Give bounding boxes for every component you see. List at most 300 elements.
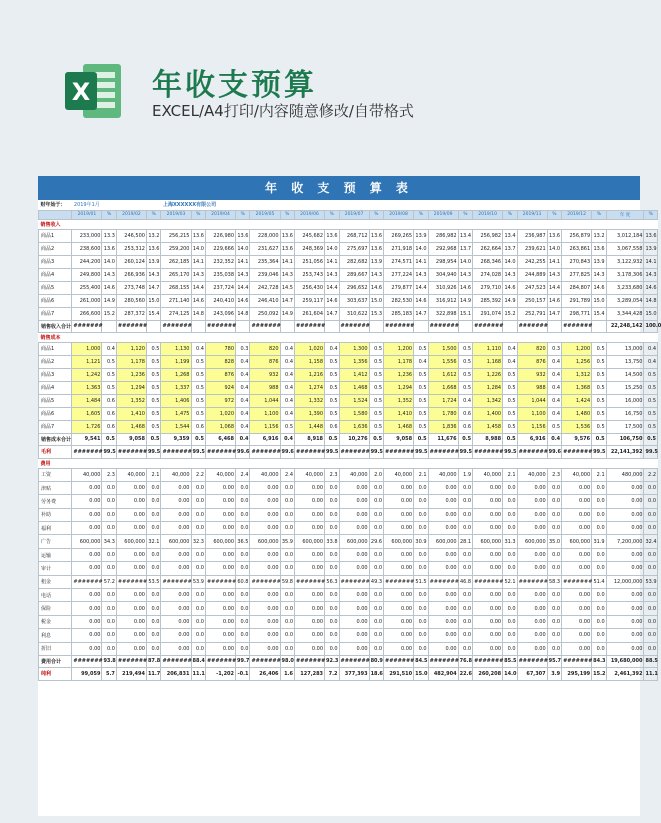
- data-cell[interactable]: 266,936: [116, 268, 146, 281]
- data-cell[interactable]: 0.0: [146, 615, 161, 628]
- data-cell[interactable]: 236,987: [517, 229, 547, 242]
- data-cell[interactable]: 0.0: [547, 629, 561, 642]
- data-cell[interactable]: 0.0: [280, 562, 294, 575]
- data-cell[interactable]: 2,461,392: [606, 667, 644, 680]
- data-cell[interactable]: 0.5: [414, 394, 428, 407]
- data-cell[interactable]: 0.0: [414, 508, 428, 521]
- data-cell[interactable]: 0.0: [644, 602, 658, 615]
- data-cell[interactable]: 13.6: [592, 242, 606, 255]
- data-cell[interactable]: 1,544: [161, 420, 191, 433]
- data-cell[interactable]: 0.0: [503, 481, 517, 494]
- data-cell[interactable]: 22.6: [458, 667, 472, 680]
- data-cell[interactable]: 14.3: [414, 268, 428, 281]
- data-cell[interactable]: 0.0: [644, 589, 658, 602]
- data-cell[interactable]: 0.0: [369, 602, 383, 615]
- data-cell[interactable]: 0.00: [250, 522, 280, 535]
- data-cell[interactable]: 8,988: [473, 433, 503, 445]
- data-cell[interactable]: 34.3: [102, 535, 116, 548]
- data-cell[interactable]: 1,412: [339, 368, 369, 381]
- data-cell[interactable]: 0.00: [428, 522, 458, 535]
- data-cell[interactable]: 0.0: [414, 629, 428, 642]
- data-cell[interactable]: 31.9: [592, 535, 606, 548]
- data-cell[interactable]: 0.0: [325, 495, 339, 508]
- data-cell[interactable]: 0.00: [205, 615, 235, 628]
- data-cell[interactable]: 0.00: [384, 629, 414, 642]
- data-cell[interactable]: 291,074: [473, 307, 503, 320]
- data-cell[interactable]: 36.5: [236, 535, 250, 548]
- data-cell[interactable]: 0.00: [517, 508, 547, 521]
- data-cell[interactable]: 238,600: [72, 242, 102, 255]
- column-header[interactable]: 年 度: [606, 210, 644, 219]
- data-cell[interactable]: 99.6: [280, 445, 294, 458]
- data-cell[interactable]: 0.00: [205, 629, 235, 642]
- data-cell[interactable]: 0.00: [205, 642, 235, 655]
- data-cell[interactable]: 600,000: [473, 535, 503, 548]
- data-cell[interactable]: 15.2: [102, 307, 116, 320]
- column-header[interactable]: %: [592, 210, 606, 219]
- data-cell[interactable]: 15.4: [592, 307, 606, 320]
- data-cell[interactable]: 0.00: [72, 548, 102, 561]
- data-cell[interactable]: 988: [250, 381, 280, 394]
- data-cell[interactable]: 0.0: [644, 481, 658, 494]
- data-cell[interactable]: 0.0: [503, 562, 517, 575]
- data-cell[interactable]: 0.00: [339, 522, 369, 535]
- data-cell[interactable]: 1,294: [116, 381, 146, 394]
- data-cell[interactable]: 13.6: [547, 229, 561, 242]
- data-cell[interactable]: 0.5: [369, 355, 383, 368]
- data-cell[interactable]: 1,468: [384, 420, 414, 433]
- data-cell[interactable]: 256,430: [295, 281, 325, 294]
- data-cell[interactable]: 0.6: [458, 407, 472, 420]
- data-cell[interactable]: 0.00: [428, 629, 458, 642]
- data-cell[interactable]: 0.00: [72, 508, 102, 521]
- data-cell[interactable]: 242,728: [250, 281, 280, 294]
- data-cell[interactable]: 0.5: [325, 394, 339, 407]
- data-cell[interactable]: 18.6: [369, 667, 383, 680]
- data-cell[interactable]: 0.00: [428, 508, 458, 521]
- data-cell[interactable]: 88.4: [191, 655, 205, 667]
- row-label[interactable]: 审计: [39, 562, 72, 575]
- data-cell[interactable]: 0.00: [116, 602, 146, 615]
- data-cell[interactable]: 1,284: [473, 381, 503, 394]
- data-cell[interactable]: 0.0: [191, 629, 205, 642]
- data-cell[interactable]: 282,682: [339, 255, 369, 268]
- section-title[interactable]: 销售收入: [39, 219, 658, 229]
- section-title[interactable]: 费用: [39, 458, 658, 468]
- data-cell[interactable]: 49.3: [369, 575, 383, 588]
- data-cell[interactable]: 0.0: [280, 522, 294, 535]
- data-cell[interactable]: #######: [72, 320, 102, 332]
- data-cell[interactable]: 57.2: [102, 575, 116, 588]
- data-cell[interactable]: 2.2: [644, 468, 658, 481]
- data-cell[interactable]: 0.00: [295, 589, 325, 602]
- data-cell[interactable]: 0.5: [146, 381, 161, 394]
- data-cell[interactable]: 99.6: [236, 445, 250, 458]
- data-cell[interactable]: 0.00: [339, 548, 369, 561]
- data-cell[interactable]: 14.7: [280, 294, 294, 307]
- data-cell[interactable]: 0.00: [295, 629, 325, 642]
- data-cell[interactable]: 14.8: [644, 294, 658, 307]
- data-cell[interactable]: 0.5: [191, 381, 205, 394]
- data-cell[interactable]: 1,726: [72, 420, 102, 433]
- data-cell[interactable]: 3,122,932: [606, 255, 644, 268]
- data-cell[interactable]: 0.4: [236, 355, 250, 368]
- data-cell[interactable]: 0.00: [116, 562, 146, 575]
- data-cell[interactable]: 0.00: [205, 495, 235, 508]
- data-cell[interactable]: 53.9: [191, 575, 205, 588]
- data-cell[interactable]: 0.0: [102, 642, 116, 655]
- data-cell[interactable]: 14.6: [191, 294, 205, 307]
- data-cell[interactable]: 0.5: [369, 394, 383, 407]
- data-cell[interactable]: 0.5: [503, 394, 517, 407]
- data-cell[interactable]: 242,255: [517, 255, 547, 268]
- data-cell[interactable]: 0.0: [503, 508, 517, 521]
- data-cell[interactable]: 260,124: [116, 255, 146, 268]
- data-cell[interactable]: 0.4: [547, 407, 561, 420]
- data-cell[interactable]: 88.5: [644, 655, 658, 667]
- data-cell[interactable]: 0.5: [503, 368, 517, 381]
- data-cell[interactable]: 0.0: [102, 548, 116, 561]
- data-cell[interactable]: 0.0: [503, 642, 517, 655]
- data-cell[interactable]: 0.00: [384, 602, 414, 615]
- data-cell[interactable]: 3,233,680: [606, 281, 644, 294]
- data-cell[interactable]: 14.8: [236, 307, 250, 320]
- data-cell[interactable]: 14.3: [146, 268, 161, 281]
- data-cell[interactable]: 284,807: [562, 281, 592, 294]
- column-header[interactable]: 2019/10: [473, 210, 503, 219]
- data-cell[interactable]: 0.00: [384, 548, 414, 561]
- column-header[interactable]: %: [503, 210, 517, 219]
- data-cell[interactable]: 99.6: [547, 445, 561, 458]
- data-cell[interactable]: 260,208: [473, 667, 503, 680]
- data-cell[interactable]: 0.0: [146, 589, 161, 602]
- data-cell[interactable]: 600,000: [250, 535, 280, 548]
- data-cell[interactable]: 16,000: [606, 394, 644, 407]
- column-header[interactable]: 2019/11: [517, 210, 547, 219]
- data-cell[interactable]: 14.0: [503, 667, 517, 680]
- data-cell[interactable]: 14.1: [191, 255, 205, 268]
- row-label[interactable]: 商品1: [39, 342, 72, 355]
- data-cell[interactable]: 0.00: [428, 495, 458, 508]
- data-cell[interactable]: 6,916: [250, 433, 280, 445]
- data-cell[interactable]: 232,352: [205, 255, 235, 268]
- data-cell[interactable]: 14.9: [503, 294, 517, 307]
- data-cell[interactable]: 0.0: [503, 589, 517, 602]
- data-cell[interactable]: 0.0: [592, 508, 606, 521]
- column-header[interactable]: %: [280, 210, 294, 219]
- data-cell[interactable]: 235,038: [205, 268, 235, 281]
- data-cell[interactable]: 31.3: [503, 535, 517, 548]
- data-cell[interactable]: 7.2: [325, 667, 339, 680]
- row-label[interactable]: 税金: [39, 615, 72, 628]
- data-cell[interactable]: 1,836: [428, 420, 458, 433]
- data-cell[interactable]: 876: [250, 355, 280, 368]
- data-cell[interactable]: 0.00: [562, 629, 592, 642]
- data-cell[interactable]: 0.00: [116, 548, 146, 561]
- data-cell[interactable]: 0.5: [102, 381, 116, 394]
- data-cell[interactable]: 1,605: [72, 407, 102, 420]
- data-cell[interactable]: 259,117: [295, 294, 325, 307]
- data-cell[interactable]: 60.8: [236, 575, 250, 588]
- data-cell[interactable]: 0.6: [102, 394, 116, 407]
- data-cell[interactable]: 0.00: [116, 508, 146, 521]
- data-cell[interactable]: 0.00: [250, 629, 280, 642]
- data-cell[interactable]: 0.00: [339, 562, 369, 575]
- data-cell[interactable]: 310,926: [428, 281, 458, 294]
- data-cell[interactable]: 0.00: [250, 562, 280, 575]
- data-cell[interactable]: 0.5: [592, 420, 606, 433]
- data-cell[interactable]: 972: [205, 394, 235, 407]
- data-cell[interactable]: 14.0: [102, 255, 116, 268]
- data-cell[interactable]: 15.0: [414, 667, 428, 680]
- data-cell[interactable]: 3,012,184: [606, 229, 644, 242]
- data-cell[interactable]: 0.0: [280, 508, 294, 521]
- data-cell[interactable]: 0.0: [280, 629, 294, 642]
- data-cell[interactable]: 0.00: [562, 508, 592, 521]
- data-cell[interactable]: 9,541: [72, 433, 102, 445]
- data-cell[interactable]: 0.4: [644, 342, 658, 355]
- data-cell[interactable]: 0.0: [369, 615, 383, 628]
- data-cell[interactable]: 2.4: [280, 468, 294, 481]
- data-cell[interactable]: 0.00: [339, 495, 369, 508]
- column-header[interactable]: 2019/01: [72, 210, 102, 219]
- data-cell[interactable]: 0.4: [280, 355, 294, 368]
- column-header[interactable]: %: [146, 210, 161, 219]
- data-cell[interactable]: 0.3: [547, 342, 561, 355]
- data-cell[interactable]: 274,125: [161, 307, 191, 320]
- data-cell[interactable]: 40,000: [517, 468, 547, 481]
- data-cell[interactable]: 1,100: [250, 407, 280, 420]
- data-cell[interactable]: 127,283: [295, 667, 325, 680]
- data-cell[interactable]: 1,468: [116, 420, 146, 433]
- data-cell[interactable]: 268,712: [339, 229, 369, 242]
- data-cell[interactable]: 29.6: [369, 535, 383, 548]
- row-label[interactable]: 利息: [39, 629, 72, 642]
- data-cell[interactable]: 14.3: [369, 268, 383, 281]
- data-cell[interactable]: 0.00: [562, 562, 592, 575]
- data-cell[interactable]: 53.9: [644, 575, 658, 588]
- data-cell[interactable]: 0.0: [236, 642, 250, 655]
- data-cell[interactable]: 0.0: [280, 481, 294, 494]
- data-cell[interactable]: 0.4: [503, 355, 517, 368]
- column-header[interactable]: 2019/09: [428, 210, 458, 219]
- data-cell[interactable]: 0.00: [116, 615, 146, 628]
- data-cell[interactable]: 0.6: [191, 420, 205, 433]
- data-cell[interactable]: 0.00: [250, 589, 280, 602]
- data-cell[interactable]: 0.00: [517, 495, 547, 508]
- data-cell[interactable]: 0.00: [161, 481, 191, 494]
- data-cell[interactable]: 0.0: [547, 522, 561, 535]
- data-cell[interactable]: 0.00: [473, 602, 503, 615]
- data-cell[interactable]: 0.00: [562, 481, 592, 494]
- data-cell[interactable]: 240,410: [205, 294, 235, 307]
- data-cell[interactable]: 246,500: [116, 229, 146, 242]
- data-cell[interactable]: 0.00: [428, 589, 458, 602]
- data-cell[interactable]: 0.00: [205, 589, 235, 602]
- data-cell[interactable]: 262,664: [473, 242, 503, 255]
- data-cell[interactable]: 0.00: [473, 481, 503, 494]
- data-cell[interactable]: 0.00: [473, 548, 503, 561]
- data-cell[interactable]: 0.00: [205, 548, 235, 561]
- data-cell[interactable]: #######: [562, 445, 592, 458]
- data-cell[interactable]: 40,000: [562, 468, 592, 481]
- data-cell[interactable]: 14.3: [547, 268, 561, 281]
- data-cell[interactable]: 14.6: [236, 294, 250, 307]
- fiscal-value[interactable]: 2019年1月: [73, 202, 100, 209]
- data-cell[interactable]: 0.0: [414, 602, 428, 615]
- data-cell[interactable]: 277,825: [562, 268, 592, 281]
- column-header[interactable]: %: [325, 210, 339, 219]
- data-cell[interactable]: 14.9: [458, 294, 472, 307]
- data-cell[interactable]: #######: [116, 445, 146, 458]
- column-header[interactable]: 2019/04: [205, 210, 235, 219]
- data-cell[interactable]: #######: [517, 575, 547, 588]
- data-cell[interactable]: 14.0: [236, 242, 250, 255]
- data-cell[interactable]: 261,000: [72, 294, 102, 307]
- data-cell[interactable]: 1,236: [116, 368, 146, 381]
- data-cell[interactable]: 0.0: [369, 481, 383, 494]
- data-cell[interactable]: 0.5: [369, 368, 383, 381]
- data-cell[interactable]: 0.0: [547, 642, 561, 655]
- data-cell[interactable]: 229,666: [205, 242, 235, 255]
- data-cell[interactable]: 0.0: [191, 522, 205, 535]
- data-cell[interactable]: 275,697: [339, 242, 369, 255]
- data-cell[interactable]: 0.00: [562, 589, 592, 602]
- data-cell[interactable]: 13.6: [644, 229, 658, 242]
- data-cell[interactable]: 0.0: [644, 642, 658, 655]
- data-cell[interactable]: 67,307: [517, 667, 547, 680]
- data-cell[interactable]: 10,276: [339, 433, 369, 445]
- data-cell[interactable]: 0.00: [428, 562, 458, 575]
- data-cell[interactable]: 298,954: [428, 255, 458, 268]
- data-cell[interactable]: 250,092: [250, 307, 280, 320]
- row-label[interactable]: 电话: [39, 589, 72, 602]
- data-cell[interactable]: 1,020: [295, 342, 325, 355]
- data-cell[interactable]: 0.5: [191, 394, 205, 407]
- data-cell[interactable]: 13.2: [592, 229, 606, 242]
- data-cell[interactable]: 0.00: [517, 481, 547, 494]
- data-cell[interactable]: 1,312: [562, 368, 592, 381]
- data-cell[interactable]: 0.0: [547, 615, 561, 628]
- data-cell[interactable]: 0.00: [339, 508, 369, 521]
- data-cell[interactable]: 0.00: [116, 481, 146, 494]
- data-cell[interactable]: 95.7: [547, 655, 561, 667]
- data-cell[interactable]: 0.5: [503, 381, 517, 394]
- data-cell[interactable]: 0.5: [592, 381, 606, 394]
- data-cell[interactable]: 0.0: [325, 481, 339, 494]
- data-cell[interactable]: 0.4: [102, 342, 116, 355]
- data-cell[interactable]: 0.00: [562, 602, 592, 615]
- data-cell[interactable]: #######: [116, 655, 146, 667]
- data-cell[interactable]: 0.5: [191, 407, 205, 420]
- data-cell[interactable]: #######: [339, 575, 369, 588]
- data-cell[interactable]: [191, 320, 205, 332]
- data-cell[interactable]: 1,294: [384, 381, 414, 394]
- data-cell[interactable]: 0.00: [250, 548, 280, 561]
- data-cell[interactable]: 239,621: [517, 242, 547, 255]
- data-cell[interactable]: 0.0: [592, 602, 606, 615]
- data-cell[interactable]: 0.0: [191, 562, 205, 575]
- data-cell[interactable]: 0.00: [517, 615, 547, 628]
- data-cell[interactable]: 0.0: [236, 562, 250, 575]
- data-cell[interactable]: 1,556: [428, 355, 458, 368]
- data-cell[interactable]: 0.5: [191, 355, 205, 368]
- data-cell[interactable]: 0.5: [503, 420, 517, 433]
- data-cell[interactable]: 291,789: [562, 294, 592, 307]
- data-cell[interactable]: 0.0: [191, 615, 205, 628]
- data-cell[interactable]: 0.5: [146, 394, 161, 407]
- data-cell[interactable]: 15.3: [369, 307, 383, 320]
- data-cell[interactable]: 52.1: [503, 575, 517, 588]
- data-cell[interactable]: 0.5: [644, 368, 658, 381]
- data-cell[interactable]: 244,200: [72, 255, 102, 268]
- data-cell[interactable]: 40,000: [295, 468, 325, 481]
- data-cell[interactable]: 2.3: [547, 468, 561, 481]
- data-cell[interactable]: 0.5: [592, 342, 606, 355]
- data-cell[interactable]: 0.00: [161, 548, 191, 561]
- data-cell[interactable]: 14.1: [414, 255, 428, 268]
- data-cell[interactable]: 0.00: [428, 602, 458, 615]
- data-cell[interactable]: 0.0: [191, 548, 205, 561]
- data-cell[interactable]: 1,156: [250, 420, 280, 433]
- data-cell[interactable]: 0.0: [191, 589, 205, 602]
- data-cell[interactable]: 0.4: [236, 368, 250, 381]
- data-cell[interactable]: 0.0: [325, 522, 339, 535]
- data-cell[interactable]: 600,000: [384, 535, 414, 548]
- data-cell[interactable]: 0.0: [102, 589, 116, 602]
- data-cell[interactable]: 310,622: [339, 307, 369, 320]
- column-header[interactable]: 2019/08: [384, 210, 414, 219]
- data-cell[interactable]: 233,000: [72, 229, 102, 242]
- column-header[interactable]: %: [547, 210, 561, 219]
- data-cell[interactable]: 14.4: [325, 281, 339, 294]
- data-cell[interactable]: 13.4: [503, 229, 517, 242]
- data-cell[interactable]: 0.0: [369, 589, 383, 602]
- data-cell[interactable]: 0.0: [280, 602, 294, 615]
- data-cell[interactable]: 0.00: [295, 642, 325, 655]
- data-cell[interactable]: 0.0: [414, 589, 428, 602]
- data-cell[interactable]: 14.6: [325, 294, 339, 307]
- data-cell[interactable]: 0.5: [146, 433, 161, 445]
- data-cell[interactable]: 239,046: [250, 268, 280, 281]
- data-cell[interactable]: 268,346: [473, 255, 503, 268]
- data-cell[interactable]: 0.0: [644, 495, 658, 508]
- data-cell[interactable]: 0.00: [473, 589, 503, 602]
- data-cell[interactable]: 13.9: [592, 255, 606, 268]
- data-cell[interactable]: 282,530: [384, 294, 414, 307]
- data-cell[interactable]: 279,877: [384, 281, 414, 294]
- data-cell[interactable]: 0.5: [369, 407, 383, 420]
- data-cell[interactable]: 1.6: [280, 667, 294, 680]
- data-cell[interactable]: #######: [250, 655, 280, 667]
- data-cell[interactable]: 261,604: [295, 307, 325, 320]
- data-cell[interactable]: 0.5: [503, 433, 517, 445]
- data-cell[interactable]: 0.0: [236, 522, 250, 535]
- data-cell[interactable]: 0.0: [458, 562, 472, 575]
- data-cell[interactable]: 0.00: [205, 562, 235, 575]
- data-cell[interactable]: 14.4: [547, 281, 561, 294]
- data-cell[interactable]: 0.0: [146, 548, 161, 561]
- data-cell[interactable]: 87.8: [146, 655, 161, 667]
- data-cell[interactable]: 1,500: [428, 342, 458, 355]
- data-cell[interactable]: 0.5: [325, 433, 339, 445]
- data-cell[interactable]: 0.0: [191, 508, 205, 521]
- data-cell[interactable]: #######: [339, 445, 369, 458]
- data-cell[interactable]: 0.0: [644, 522, 658, 535]
- data-cell[interactable]: 0.0: [236, 615, 250, 628]
- data-cell[interactable]: 99,059: [72, 667, 102, 680]
- data-cell[interactable]: 0.00: [205, 602, 235, 615]
